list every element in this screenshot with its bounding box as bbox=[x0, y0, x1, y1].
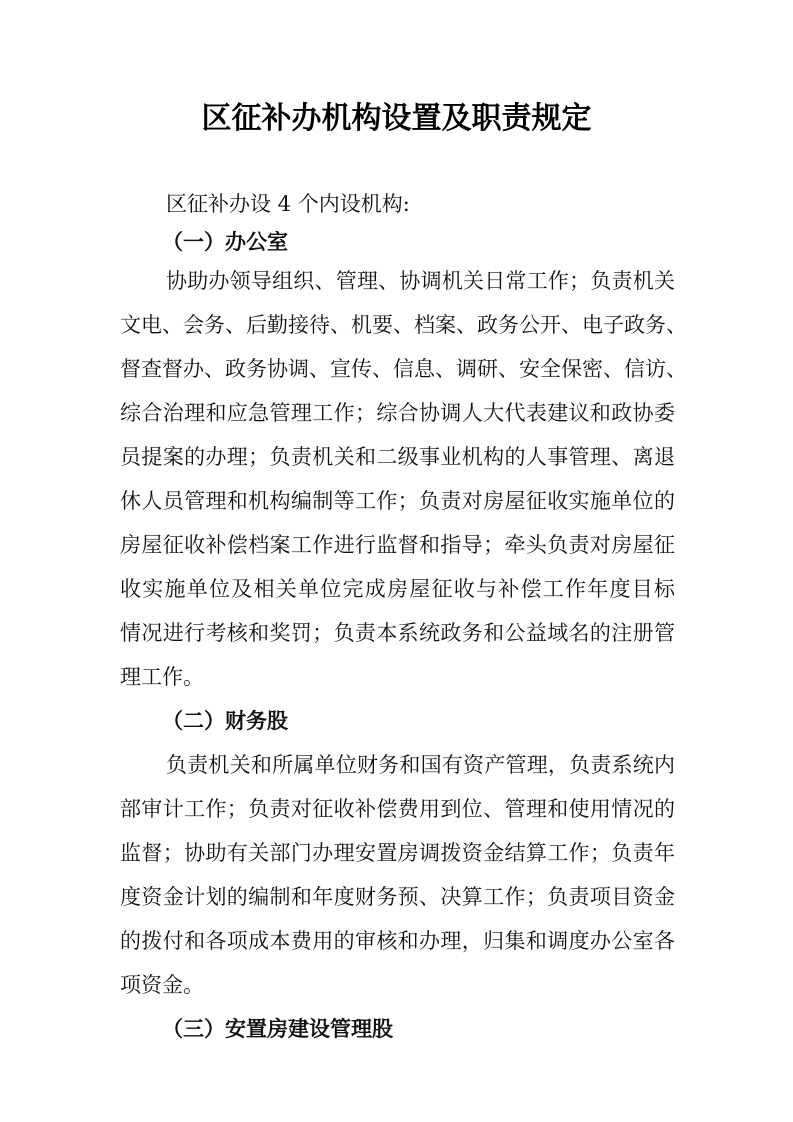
paragraph-line: 综合治理和应急管理工作；综合协调人大代表建议和政协委 bbox=[120, 401, 675, 425]
section-heading-office: （一）办公室 bbox=[162, 230, 288, 254]
paragraph-line: 文电、会务、后勤接待、机要、档案、政务公开、电子政务、 bbox=[120, 313, 687, 337]
paragraph-line: 情况进行考核和奖罚；负责本系统政务和公益域名的注册管 bbox=[120, 621, 675, 645]
document-title: 区征补办机构设置及职责规定 bbox=[201, 101, 592, 136]
paragraph-line: 度资金计划的编制和年度财务预、决算工作；负责项目资金 bbox=[120, 885, 675, 909]
paragraph-line: 房屋征收补偿档案工作进行监督和指导；牵头负责对房屋征 bbox=[120, 533, 675, 557]
section-heading-housing: （三）安置房建设管理股 bbox=[162, 1017, 393, 1041]
paragraph-line: 部审计工作；负责对征收补偿费用到位、管理和使用情况的 bbox=[120, 797, 675, 821]
paragraph-line: 协助办领导组织、管理、协调机关日常工作；负责机关 bbox=[166, 269, 675, 293]
paragraph-line: 督查督办、政务协调、宣传、信息、调研、安全保密、信访、 bbox=[120, 357, 687, 381]
paragraph-line: 项资金。 bbox=[120, 973, 204, 997]
paragraph-line: 员提案的办理；负责机关和二级事业机构的人事管理、离退 bbox=[120, 445, 675, 469]
paragraph-line: 的拨付和各项成本费用的审核和办理，归集和调度办公室各 bbox=[120, 929, 675, 953]
paragraph-line: 监督；协助有关部门办理安置房调拨资金结算工作；负责年 bbox=[120, 841, 675, 865]
paragraph-line: 负责机关和所属单位财务和国有资产管理，负责系统内 bbox=[166, 753, 675, 777]
paragraph-line: 休人员管理和机构编制等工作；负责对房屋征收实施单位的 bbox=[120, 489, 675, 513]
paragraph-line: 收实施单位及相关单位完成房屋征收与补偿工作年度目标 bbox=[120, 577, 675, 601]
intro-text: 区征补办设 4 个内设机构: bbox=[166, 192, 410, 216]
section-heading-finance: （二）财务股 bbox=[162, 709, 288, 733]
paragraph-line: 理工作。 bbox=[120, 665, 204, 689]
